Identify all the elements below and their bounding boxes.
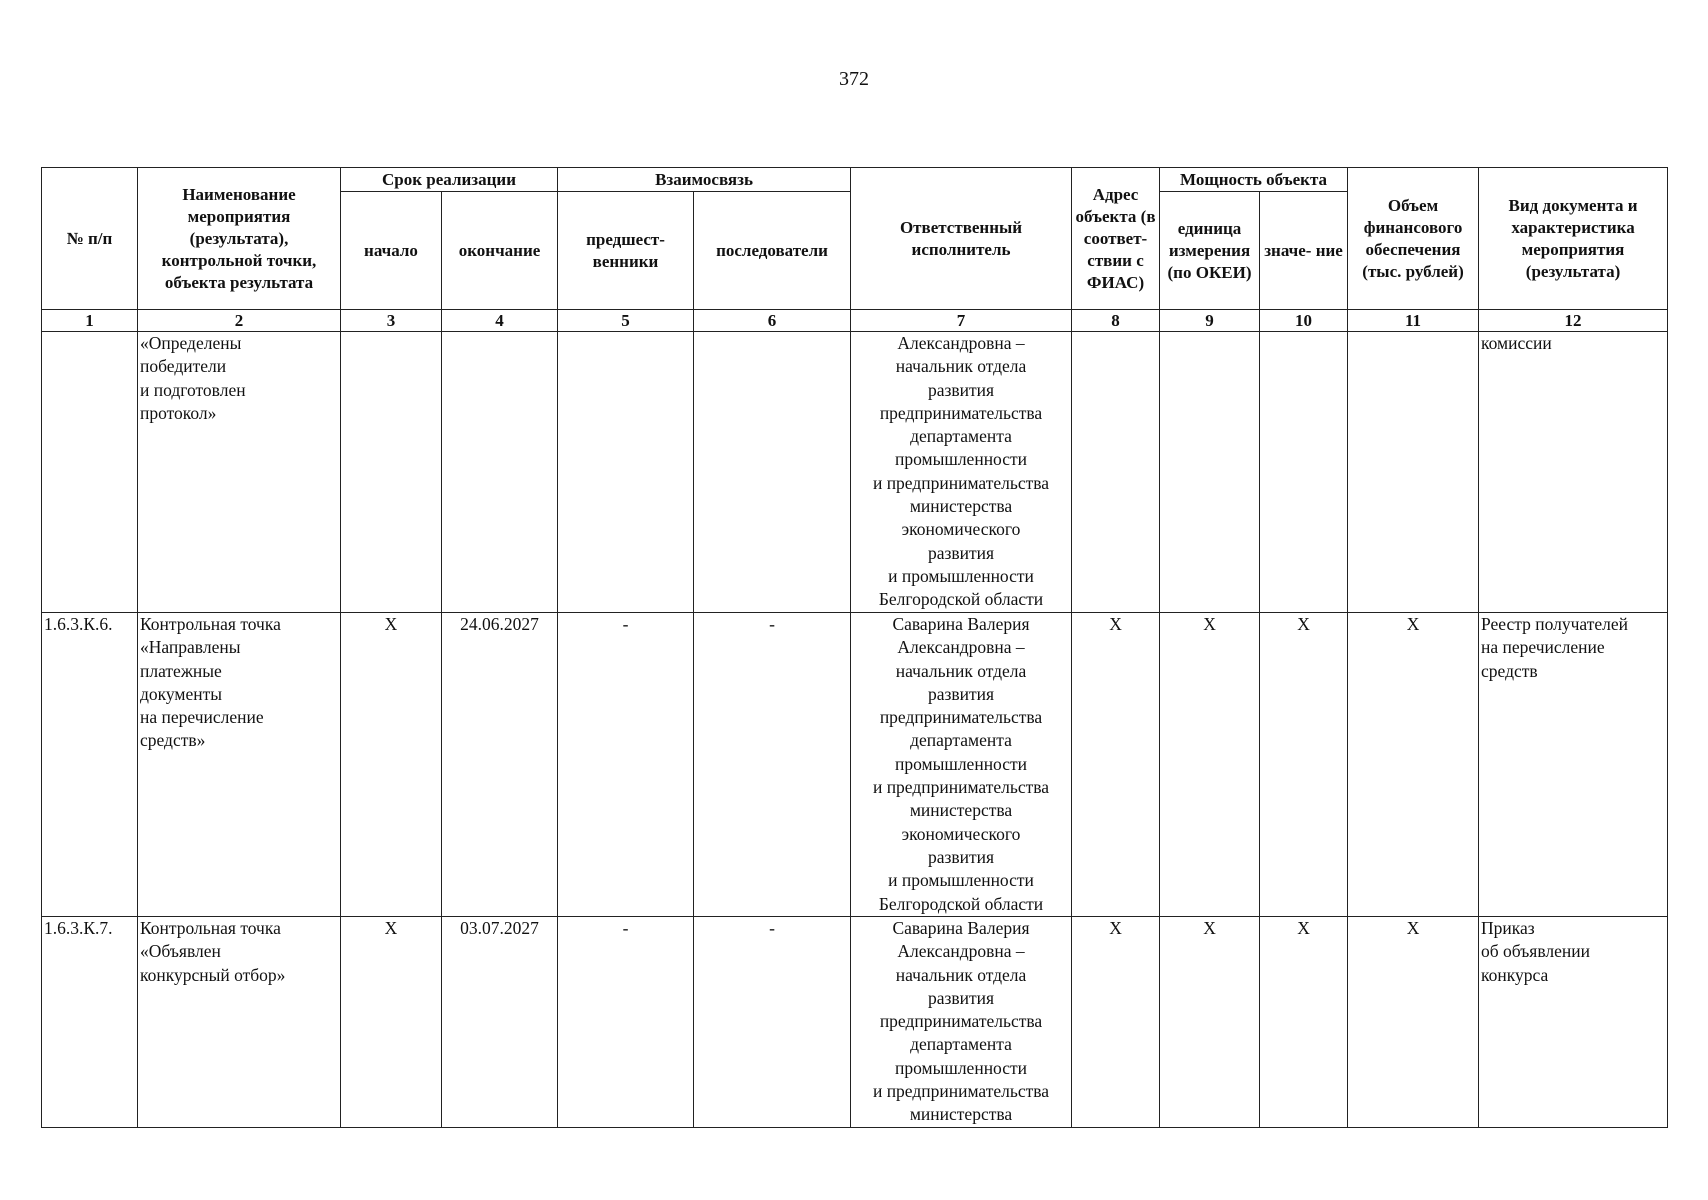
- cell-successors: [694, 332, 851, 613]
- header-predecessors: предшест- венники: [558, 192, 694, 310]
- cell-unit: Х: [1160, 917, 1260, 1128]
- cell-finance: Х: [1348, 917, 1479, 1128]
- cell-name: Контрольная точка «Направлены платежные документы на перечисление средств»: [138, 613, 341, 917]
- cell-start: Х: [341, 613, 442, 917]
- cell-doc-type: Приказ об объявлении конкурса: [1479, 917, 1668, 1128]
- column-number: 8: [1072, 310, 1160, 332]
- header-responsible: Ответственный исполнитель: [851, 168, 1072, 310]
- cell-name: «Определены победители и подготовлен протокол»: [138, 332, 341, 613]
- cell-start: [341, 332, 442, 613]
- column-number: 12: [1479, 310, 1668, 332]
- header-successors: последователи: [694, 192, 851, 310]
- header-link-group: Взаимосвязь: [558, 168, 851, 192]
- table-row: [42, 332, 1668, 613]
- header-finance: Объем финансового обеспечения (тыс. рублей): [1348, 168, 1479, 310]
- cell-no: 1.6.3.К.7.: [42, 917, 138, 1128]
- cell-doc-type: Реестр получателей на перечисление средств: [1479, 613, 1668, 917]
- header-value: значе- ние: [1260, 192, 1348, 310]
- column-number: 9: [1160, 310, 1260, 332]
- column-number: 7: [851, 310, 1072, 332]
- cell-finance: [1348, 332, 1479, 613]
- cell-unit: Х: [1160, 613, 1260, 917]
- cell-predecessors: -: [558, 917, 694, 1128]
- cell-predecessors: -: [558, 613, 694, 917]
- cell-address: Х: [1072, 917, 1160, 1128]
- column-number: 11: [1348, 310, 1479, 332]
- column-number: 3: [341, 310, 442, 332]
- header-name: Наименование мероприятия (результата), контрольной точки, объекта результата: [138, 168, 341, 310]
- cell-doc-type: комиссии: [1479, 332, 1668, 613]
- plan-table: [41, 167, 1668, 1128]
- header-unit: единица измерения (по ОКЕИ): [1160, 192, 1260, 310]
- cell-address: Х: [1072, 613, 1160, 917]
- table-body: [42, 332, 1668, 1128]
- column-number-row: [42, 310, 1668, 332]
- column-number: 5: [558, 310, 694, 332]
- cell-value: Х: [1260, 613, 1348, 917]
- column-number: 4: [442, 310, 558, 332]
- header-start: начало: [341, 192, 442, 310]
- header-capacity-group: Мощность объекта: [1160, 168, 1348, 192]
- column-number: 10: [1260, 310, 1348, 332]
- cell-finance: Х: [1348, 613, 1479, 917]
- cell-successors: -: [694, 917, 851, 1128]
- header-address: Адрес объекта (в соответ- ствии с ФИАС): [1072, 168, 1160, 310]
- cell-predecessors: [558, 332, 694, 613]
- cell-value: Х: [1260, 917, 1348, 1128]
- header-no: № п/п: [42, 168, 138, 310]
- table-row: [42, 613, 1668, 917]
- cell-responsible: Александровна – начальник отдела развития предпринимательства департамента промышленности и предпринимательства министерства экономического развития и промышленности Белгородской области: [851, 332, 1072, 613]
- table-row: [42, 917, 1668, 1128]
- cell-address: [1072, 332, 1160, 613]
- cell-responsible: Саварина Валерия Александровна – начальник отдела развития предпринимательства департамента промышленности и предпринимательства министерства: [851, 917, 1072, 1128]
- header-end: окончание: [442, 192, 558, 310]
- cell-end: 03.07.2027: [442, 917, 558, 1128]
- cell-end: [442, 332, 558, 613]
- cell-start: Х: [341, 917, 442, 1128]
- cell-responsible: Саварина Валерия Александровна – начальник отдела развития предпринимательства департамента промышленности и предпринимательства министерства экономического развития и промышленности Белгородской области: [851, 613, 1072, 917]
- column-number: 6: [694, 310, 851, 332]
- cell-no: 1.6.3.К.6.: [42, 613, 138, 917]
- cell-successors: -: [694, 613, 851, 917]
- table-header: [42, 168, 1668, 332]
- column-number: 2: [138, 310, 341, 332]
- header-doc-type: Вид документа и характеристика мероприятия (результата): [1479, 168, 1668, 310]
- cell-no: [42, 332, 138, 613]
- cell-unit: [1160, 332, 1260, 613]
- cell-end: 24.06.2027: [442, 613, 558, 917]
- column-number: 1: [42, 310, 138, 332]
- header-term-group: Срок реализации: [341, 168, 558, 192]
- cell-value: [1260, 332, 1348, 613]
- cell-name: Контрольная точка «Объявлен конкурсный отбор»: [138, 917, 341, 1128]
- page-number: 372: [839, 68, 869, 90]
